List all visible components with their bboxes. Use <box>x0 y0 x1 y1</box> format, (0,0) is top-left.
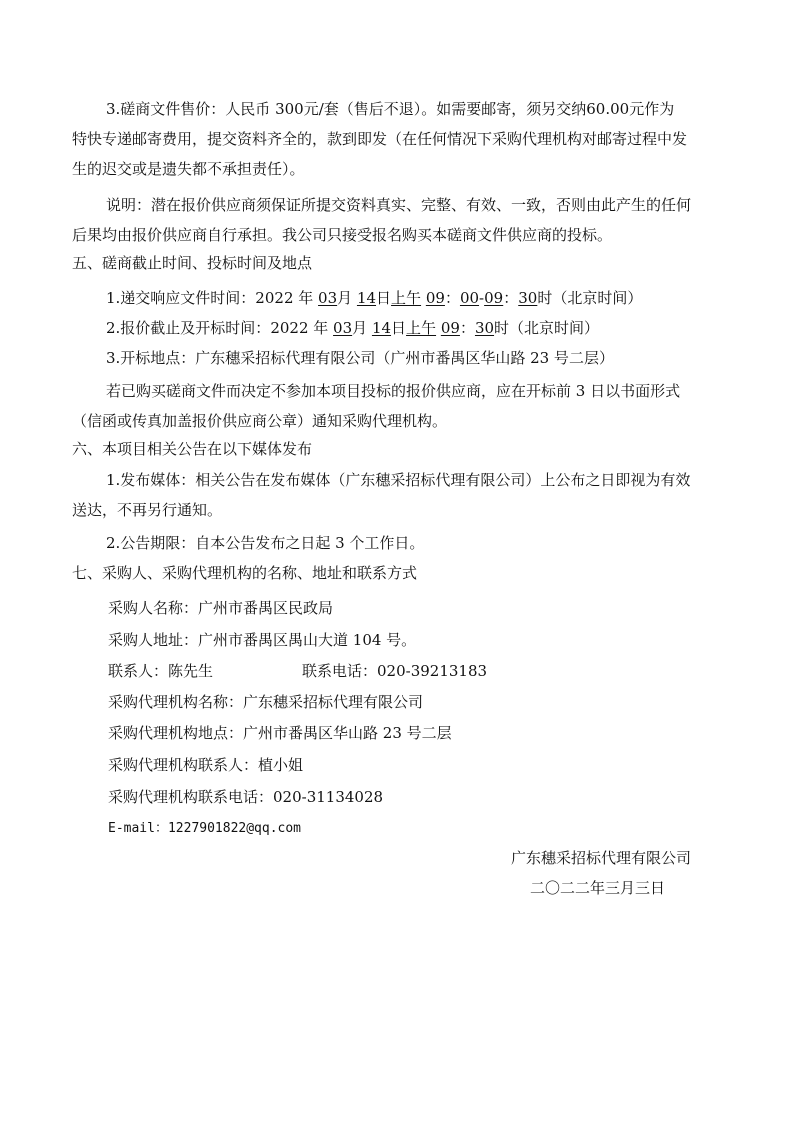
submission-day: 14 <box>356 289 377 307</box>
fee-line-3: 生的迟交或是遗失都不承担责任）。 <box>72 160 305 178</box>
deadline-day: 14 <box>371 319 392 337</box>
deadline-hour: 09 <box>440 319 460 337</box>
submission-start-hour: 09 <box>425 289 445 307</box>
agency-address: 采购代理机构地点：广州市番禺区华山路 23 号二层 <box>108 724 452 742</box>
agency-contact: 采购代理机构联系人：植小姐 <box>108 756 304 774</box>
agency-phone: 采购代理机构联系电话：020-31134028 <box>108 788 384 806</box>
email: E-mail：1227901822@qq.com <box>108 821 302 836</box>
section-5-item-1 <box>106 288 642 308</box>
submission-ampm: 上午 <box>391 289 422 307</box>
section-6-item-2: 2.公告期限：自本公告发布之日起 3 个工作日。 <box>106 534 425 552</box>
section-7-heading: 七、采购人、采购代理机构的名称、地址和联系方式 <box>72 564 418 582</box>
section-5-para-line-1: 若已购买磋商文件而决定不参加本项目投标的报价供应商，应在开标前 3 日以书面形式 <box>106 382 681 400</box>
agency-name: 采购代理机构名称：广东穗采招标代理有限公司 <box>108 693 424 711</box>
deadline-month: 03 <box>333 319 353 337</box>
deadline-time-prefix: 2.报价截止及开标时间：2022 年 <box>106 319 329 337</box>
section-6-item-1-line-2: 送达，不再另行通知。 <box>72 501 223 519</box>
buyer-name: 采购人名称：广州市番禺区民政局 <box>108 599 334 617</box>
submission-time-suffix: 时（北京时间） <box>537 289 643 307</box>
deadline-minute: 30 <box>474 319 495 337</box>
section-6-item-1-line-1: 1.发布媒体：相关公告在发布媒体（广东穗采招标代理有限公司）上公布之日即视为有效 <box>106 471 691 489</box>
submission-month: 03 <box>318 289 338 307</box>
submission-end-hour: 09 <box>484 289 504 307</box>
buyer-address: 采购人地址：广州市番禺区禺山大道 104 号。 <box>108 631 417 649</box>
time-colon: ： <box>444 289 460 307</box>
contact-phone: 联系电话：020-39213183 <box>302 662 488 680</box>
section-5-para-line-2: （信函或传真加盖报价供应商公章）通知采购代理机构。 <box>72 412 448 430</box>
note-line-2: 后果均由报价供应商自行承担。我公司只接受报名购买本磋商文件供应商的投标。 <box>72 226 613 244</box>
time-dash: - <box>479 289 485 307</box>
day-unit: 日 <box>391 319 407 337</box>
time-colon: ： <box>459 319 475 337</box>
time-colon: ： <box>503 289 519 307</box>
section-5-item-2 <box>106 318 599 338</box>
submission-time-prefix: 1.递交响应文件时间：2022 年 <box>106 289 314 307</box>
signature-date: 二〇二二年三月三日 <box>530 879 666 897</box>
day-unit: 日 <box>376 289 392 307</box>
fee-line-2: 特快专递邮寄费用，提交资料齐全的，款到即发（在任何情况下采购代理机构对邮寄过程中发 <box>72 130 688 148</box>
fee-line-1: 3.磋商文件售价：人民币 300元/套（售后不退）。如需要邮寄，须另交纳60.00元作为 <box>106 100 675 118</box>
signature-company: 广东穗采招标代理有限公司 <box>511 849 692 867</box>
month-unit: 月 <box>337 289 353 307</box>
section-5-heading: 五、磋商截止时间、投标时间及地点 <box>72 254 313 272</box>
section-5-item-3: 3.开标地点：广东穗采招标代理有限公司（广州市番禺区华山路 23 号二层） <box>106 349 614 367</box>
submission-end-minute: 30 <box>518 289 538 307</box>
month-unit: 月 <box>352 319 368 337</box>
section-6-heading: 六、本项目相关公告在以下媒体发布 <box>72 440 313 458</box>
note-line-1: 说明：潜在报价供应商须保证所提交资料真实、完整、有效、一致，否则由此产生的任何 <box>106 196 692 214</box>
contact-person: 联系人：陈先生 <box>108 662 214 680</box>
deadline-ampm: 上午 <box>406 319 437 337</box>
submission-start-minute: 00 <box>459 289 480 307</box>
deadline-time-suffix: 时（北京时间） <box>494 319 600 337</box>
